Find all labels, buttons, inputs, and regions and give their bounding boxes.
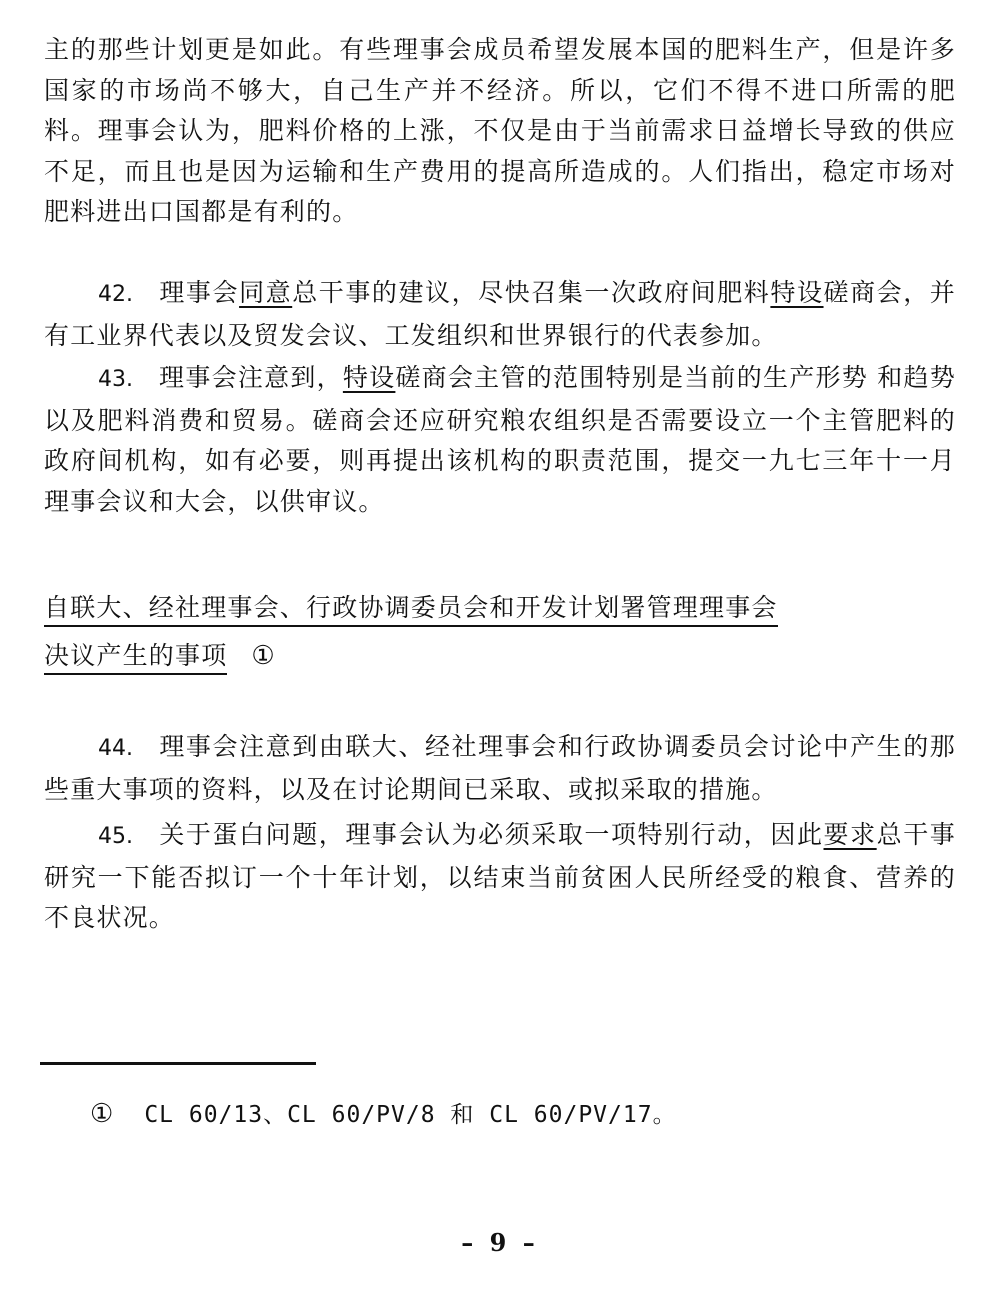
section-heading-line-2: 决议产生的事项 — [44, 639, 227, 675]
paragraph-text: 关于蛋白问题，理事会认为必须采取一项特别行动，因此 — [159, 820, 824, 849]
paragraph-text: 磋商会，并有工业界代表以及贸发会议、工发组织和世界银行的代表参加。 — [44, 278, 956, 350]
paragraph-text: 总干事的建议，尽快召集一次政府间肥料 — [292, 278, 771, 307]
footnote-divider — [40, 1062, 316, 1065]
underlined-term: 特设 — [770, 278, 824, 307]
paragraph-text: 磋商会主管的范围特别是当前的生产形势 和趋势以及肥料消费和贸易。磋商会还应研究粮农组织是否需要设立一个主管肥料的政府间机构，如有必要，则再提出该机构的职责范围，提交一九七三年十一月理事会议和大会，以供审议。 — [44, 363, 956, 516]
paragraph-43 — [44, 358, 956, 522]
page-number: – 9 – — [461, 1228, 539, 1257]
footnote-text: CL 60/13、CL 60/PV/8 和 CL 60/PV/17。 — [144, 1102, 677, 1128]
paragraph-45 — [44, 815, 956, 939]
underlined-term: 特设 — [342, 363, 396, 392]
paragraph-text: 总干事研究一下能否拟订一个十年计划，以结束当前贫困人民所经受的粮食、营养的不良状况。 — [44, 820, 956, 932]
footnote-reference-mark: ① — [251, 641, 276, 671]
underlined-term: 同意 — [239, 278, 293, 307]
paragraph-42 — [44, 273, 956, 356]
section-heading-line-1: 自联大、经社理事会、行政协调委员会和开发计划署管理理事会 — [44, 591, 778, 627]
paragraph-text: 理事会 — [159, 278, 240, 307]
paragraph-number: 42. — [98, 282, 133, 307]
underlined-term: 要求 — [823, 820, 877, 849]
section-heading — [44, 588, 778, 676]
paragraph-text: 理事会注意到， — [159, 363, 343, 392]
paragraph-continued-text: 主的那些计划更是如此。有些理事会成员希望发展本国的肥料生产，但是许多国家的市场尚不够大，自己生产并不经济。所以，它们不得不进口所需的肥料。理事会认为，肥料价格的上涨，不仅是由于当前需求日益增长导致的供应不足，而且也是因为运输和生产费用的提高所造成的。人们指出，稳定市场对肥料进出口国都是有利的。 — [44, 35, 956, 226]
paragraph-44 — [44, 727, 956, 810]
footnote-mark: ① — [90, 1099, 115, 1129]
paragraph-number: 45. — [98, 824, 133, 849]
paragraph-text: 理事会注意到由联大、经社理事会和行政协调委员会讨论中产生的那些重大事项的资料，以及在讨论期间已采取、或拟采取的措施。 — [44, 732, 956, 804]
paragraph-number: 43. — [98, 367, 133, 392]
paragraph-continued — [44, 30, 956, 233]
footnote — [90, 1096, 677, 1129]
paragraph-number: 44. — [98, 736, 133, 761]
